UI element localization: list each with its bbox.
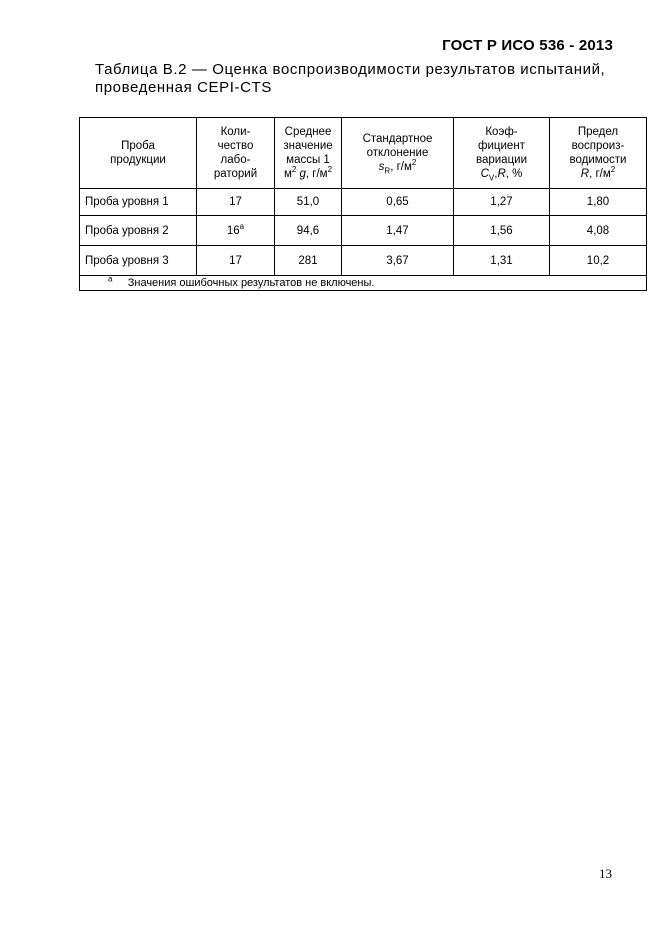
cell-lab-count: 17 — [197, 189, 275, 216]
cell-reproducibility-limit: 4,08 — [550, 216, 647, 246]
header-lab-count: Коли- чество лабо- раторий — [197, 118, 275, 189]
footnote-mark: a — [108, 274, 113, 284]
cell-standard-deviation: 0,65 — [342, 189, 454, 216]
header-variation-coefficient: Коэф- фициент вариации $C_V,R$, % — [454, 118, 550, 189]
header-reproducibility-limit: Предел воспроиз- водимости R, $г/м^2$ — [550, 118, 647, 189]
cell-variation-coefficient: 1,31 — [454, 246, 550, 276]
table-row — [80, 246, 647, 276]
header-standard-deviation: Стандартное отклонение $s_R$, $г/м^2$ — [342, 118, 454, 189]
cell-mean-mass: 94,6 — [275, 216, 342, 246]
footnote-text: Значения ошибочных результатов не включены. — [127, 277, 375, 289]
table-footnote — [80, 276, 647, 291]
table-title-line-1: Таблица В.2 — Оценка воспроизводимости результатов испытаний, — [95, 61, 606, 78]
table-footnote-row — [80, 276, 647, 291]
cell-variation-coefficient: 1,27 — [454, 189, 550, 216]
row-label: Проба уровня 3 — [80, 246, 197, 276]
table-title-line-2: проведенная CEPI-CTS — [95, 79, 272, 96]
document-standard-header: ГОСТ Р ИСО 536 - 2013 — [442, 37, 613, 54]
row-label: Проба уровня 1 — [80, 189, 197, 216]
row-label: Проба уровня 2 — [80, 216, 197, 246]
footnote-marker: a — [239, 221, 245, 231]
cell-reproducibility-limit: 1,80 — [550, 189, 647, 216]
cell-standard-deviation: 1,47 — [342, 216, 454, 246]
header-sample: Проба продукции — [80, 118, 197, 189]
cell-standard-deviation: 3,67 — [342, 246, 454, 276]
cell-reproducibility-limit: 10,2 — [550, 246, 647, 276]
page-number: 13 — [599, 866, 612, 881]
cell-mean-mass: 281 — [275, 246, 342, 276]
reproducibility-table — [79, 117, 647, 291]
table-title — [95, 61, 625, 97]
header-mean-mass: Среднее значение массы 1 $м^2$ g, $г/м^2$ — [275, 118, 342, 189]
cell-mean-mass: 51,0 — [275, 189, 342, 216]
cell-variation-coefficient: 1,56 — [454, 216, 550, 246]
cell-lab-count: 16$^a$ — [197, 216, 275, 246]
table-row — [80, 189, 647, 216]
table-header-row — [80, 118, 647, 189]
cell-lab-count: 17 — [197, 246, 275, 276]
table-row — [80, 216, 647, 246]
